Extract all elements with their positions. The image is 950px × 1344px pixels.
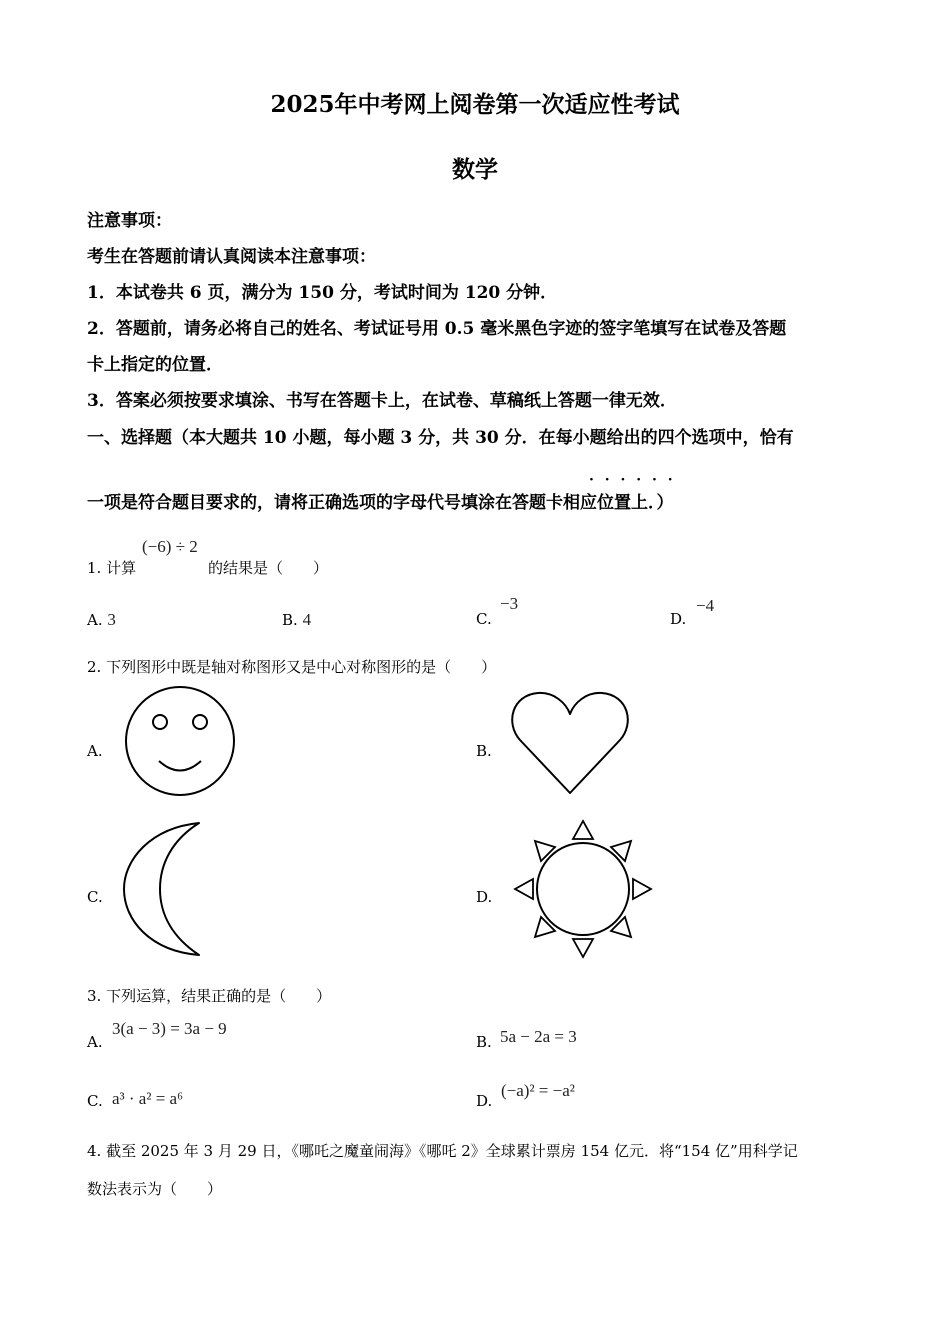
option-label: D. (670, 610, 687, 628)
heart-icon[interactable] (511, 690, 631, 798)
notes-item-3: 3．答案必须按要求填涂、书写在答题卡上，在试卷、草稿纸上答题一律无效． (87, 391, 677, 411)
q3-option-c-expr: a³ · a² = a⁶ (112, 1089, 184, 1108)
q1-suffix: 的结果是（ ） (208, 559, 329, 577)
q1-option-c[interactable] (476, 610, 492, 628)
q3-stem: 3. 下列运算，结果正确的是（ ） (87, 987, 332, 1005)
q2-option-c-label[interactable]: C. (87, 888, 103, 906)
q1-option-b[interactable] (282, 610, 311, 630)
section-1-line1: 一、选择题（本大题共 10 小题，每小题 3 分，共 30 分．在每小题给出的四个选项中，恰有 (87, 428, 794, 448)
q4-line2: 数法表示为（ ） (87, 1180, 223, 1198)
q3-option-b-expr: 5a − 2a = 3 (500, 1027, 577, 1046)
exam-title: 2025年中考网上阅卷第一次适应性考试 (270, 91, 680, 118)
section-1-line2: 一项是符合题目要求的，请将正确选项的字母代号填涂在答题卡相应位置上．） (87, 493, 674, 513)
subject-title: 数学 (452, 156, 498, 183)
q1-option-a[interactable] (87, 610, 116, 630)
option-label: A. (87, 611, 103, 629)
q3-option-c-label[interactable]: C. (87, 1092, 103, 1110)
option-label: B. (282, 611, 298, 629)
q2-stem: 2. 下列图形中既是轴对称图形又是中心对称图形的是（ ） (87, 658, 497, 676)
q1-option-d[interactable] (670, 610, 686, 628)
notes-item-2-line1: 2．答题前，请务必将自己的姓名、考试证号用 0.5 毫米黑色字迹的签字笔填写在试卷及答题 (87, 319, 787, 339)
q1-option-c-value: −3 (500, 594, 519, 613)
q1-option-d-value: −4 (696, 596, 715, 615)
smiley-face-icon[interactable] (123, 685, 238, 797)
q2-option-b-label[interactable]: B. (476, 742, 492, 760)
q3-option-a-expr: 3(a − 3) = 3a − 9 (112, 1019, 227, 1038)
crescent-moon-icon[interactable] (122, 820, 202, 958)
q1-prefix: 1. 计算 (87, 559, 137, 577)
notes-item-2-line2: 卡上指定的位置． (87, 355, 223, 375)
q3-option-d-label[interactable]: D. (476, 1092, 493, 1110)
q1-expression: (−6) ÷ 2 (142, 537, 198, 556)
notes-item-1: 1．本试卷共 6 页，满分为 150 分，考试时间为 120 分钟． (87, 283, 558, 303)
q3-option-b-label[interactable]: B. (476, 1033, 492, 1051)
q2-option-a-label[interactable]: A. (87, 742, 103, 760)
q2-option-d-label[interactable]: D. (476, 888, 493, 906)
q4-line1: 4. 截至 2025 年 3 月 29 日，《哪吒之魔童闹海》《哪吒 2》全球累计票房 154 亿元．将“154 亿”用科学记 (87, 1142, 798, 1160)
sun-icon[interactable] (512, 818, 654, 960)
emphasis-dots: · · · · · · (589, 472, 673, 488)
option-value: 4 (302, 610, 312, 629)
q3-option-a-label[interactable]: A. (87, 1033, 103, 1051)
notes-intro: 考生在答题前请认真阅读本注意事项： (87, 247, 376, 267)
option-label: C. (476, 610, 492, 628)
option-value: 3 (107, 610, 116, 629)
notes-heading: 注意事项： (87, 211, 172, 231)
q3-option-d-expr: (−a)² = −a² (501, 1081, 575, 1100)
